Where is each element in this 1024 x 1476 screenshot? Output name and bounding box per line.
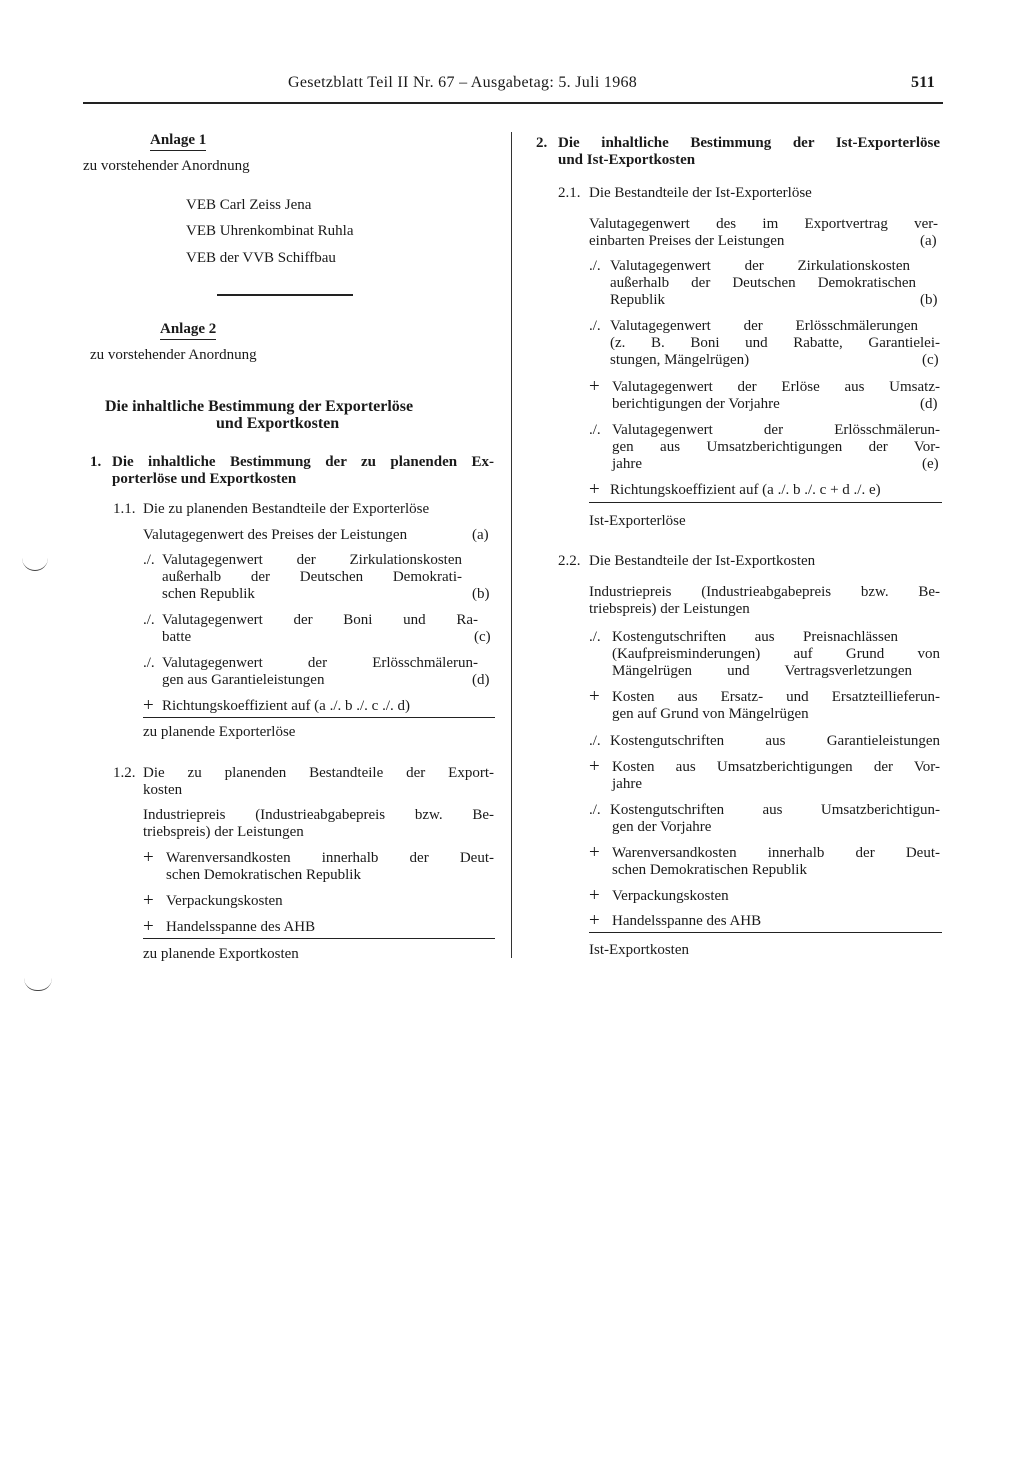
s21-item4-line1: Valutagegenwert der Erlösschmälerun- <box>612 422 940 438</box>
s22-item2-mark: + <box>589 686 600 707</box>
s12-item1-mark: + <box>143 847 154 868</box>
s22-item5-line2: gen der Vorjahre <box>612 819 712 835</box>
s12-base-line1: Industriepreis (Industrieabgabepreis bzw. Be- <box>143 807 494 823</box>
s22-total-rule <box>589 932 942 933</box>
page-number: 511 <box>911 74 936 91</box>
s21-item2-line1: Valutagegenwert der Erlösschmälerungen <box>610 318 918 334</box>
s11-item1-mark: ./. <box>143 552 155 568</box>
s22-item1-line1: Kostengutschriften aus Preisnachlässen <box>612 629 898 645</box>
s21-base-label: (a) <box>920 233 937 249</box>
s22-item1-line2: (Kaufpreisminderungen) auf Grund von <box>612 646 940 662</box>
page-header-title: Gesetzblatt Teil II Nr. 67 – Ausgabetag: 5. Juli 1968 <box>288 74 638 91</box>
s22-item8-mark: + <box>589 910 600 931</box>
s11-item2-label: (c) <box>474 629 491 645</box>
s22-item7-mark: + <box>589 885 600 906</box>
column-divider <box>511 132 512 958</box>
s11-base: Valutagegenwert des Preises der Leistungen <box>143 527 408 543</box>
s22-item3-line1: Kostengutschriften aus Garantieleistungen <box>610 733 940 749</box>
s21-item3-label: (d) <box>920 396 938 412</box>
s11-total-rule <box>143 717 495 718</box>
s22-item1-mark: ./. <box>589 629 601 645</box>
s11-result: zu planende Exporterlöse <box>143 724 296 740</box>
s22-base-line1: Industriepreis (Industrieabgabepreis bzw. Be- <box>589 584 940 600</box>
header-rule <box>83 102 943 104</box>
s21-title: Die Bestandteile der Ist-Exporterlöse <box>589 185 812 201</box>
s22-item2-line1: Kosten aus Ersatz- und Ersatzteillieferun- <box>612 689 940 705</box>
s11-item4-line1: Richtungskoeffizient auf (a ./. b ./. c ./. d) <box>162 698 410 714</box>
s22-item7-line1: Verpackungskosten <box>612 888 729 904</box>
s21-base-line2: einbarten Preises der Leistungen <box>589 233 785 249</box>
s11-item3-line1: Valutagegenwert der Erlösschmälerun- <box>162 655 478 671</box>
s22-item2-line2: gen auf Grund von Mängelrügen <box>612 706 809 722</box>
s21-result: Ist-Exporterlöse <box>589 513 686 529</box>
s21-item3-line1: Valutagegenwert der Erlöse aus Umsatz- <box>612 379 940 395</box>
s11-item3-line2: gen aus Garantieleistungen <box>162 672 325 688</box>
s22-item5-line1: Kostengutschriften aus Umsatzberichtigun- <box>610 802 940 818</box>
margin-scan-mark-bottom <box>24 978 52 991</box>
s11-item1-line3: schen Republik <box>162 586 255 602</box>
s22-title: Die Bestandteile der Ist-Exportkosten <box>589 553 816 569</box>
s11-item1-line1: Valutagegenwert der Zirkulationskosten <box>162 552 462 568</box>
s11-item2-mark: ./. <box>143 612 155 628</box>
s22-item4-line1: Kosten aus Umsatzberichtigungen der Vor- <box>612 759 940 775</box>
s12-item3-line1: Handelsspanne des AHB <box>166 919 316 935</box>
s21-item4-mark: ./. <box>589 422 601 438</box>
s11-item4-mark: + <box>143 695 154 716</box>
s22-item6-mark: + <box>589 842 600 863</box>
s12-title-line2: kosten <box>143 782 183 798</box>
s12-item1-line1: Warenversandkosten innerhalb der Deut- <box>166 850 494 866</box>
s22-item1-line3: Mängelrügen und Vertragsverletzungen <box>612 663 912 679</box>
s11-number: 1.1. <box>113 501 136 517</box>
anlage2-subtitle: zu vorstehender Anordnung <box>90 347 257 363</box>
s11-item1-line2: außerhalb der Deutschen Demokrati- <box>162 569 462 585</box>
s21-item1-label: (b) <box>920 292 938 308</box>
s11-item1-label: (b) <box>472 586 490 602</box>
section1-title-line2: porterlöse und Exportkosten <box>112 471 297 487</box>
s21-item1-line1: Valutagegenwert der Zirkulationskosten <box>610 258 910 274</box>
s11-item3-mark: ./. <box>143 655 155 671</box>
s12-title-line1: Die zu planenden Bestandteile der Export- <box>143 765 494 781</box>
s22-result: Ist-Exportkosten <box>589 942 689 958</box>
company-1: VEB Carl Zeiss Jena <box>186 197 312 213</box>
s12-item3-mark: + <box>143 916 154 937</box>
s21-item1-mark: ./. <box>589 258 601 274</box>
anlage-separator <box>217 294 353 296</box>
s21-item4-label: (e) <box>922 456 939 472</box>
anlage1-title: Anlage 1 <box>150 131 206 151</box>
section1-title-line1: Die inhaltliche Bestimmung der zu planenden Ex- <box>112 454 494 470</box>
s12-total-rule <box>143 938 495 939</box>
s21-item3-line2: berichtigungen der Vorjahre <box>612 396 780 412</box>
s11-item2-line1: Valutagegenwert der Boni und Ra- <box>162 612 478 628</box>
s21-number: 2.1. <box>558 185 581 201</box>
s21-total-rule <box>589 502 942 503</box>
s21-item4-line3: jahre <box>612 456 642 472</box>
s21-item5-line1: Richtungskoeffizient auf (a ./. b ./. c + d ./. e) <box>610 482 881 498</box>
main-heading-line2: und Exportkosten <box>216 415 340 432</box>
anlage1-subtitle: zu vorstehender Anordnung <box>83 158 250 174</box>
company-3: VEB der VVB Schiffbau <box>186 250 336 266</box>
section2-title-line2: und Ist-Exportkosten <box>558 152 696 168</box>
s11-title: Die zu planenden Bestandteile der Exporterlöse <box>143 501 430 517</box>
s12-result: zu planende Exportkosten <box>143 946 299 962</box>
s22-item6-line1: Warenversandkosten innerhalb der Deut- <box>612 845 940 861</box>
section2-number: 2. <box>536 135 548 151</box>
s21-base-line1: Valutagegenwert des im Exportvertrag ver- <box>589 216 938 232</box>
s21-item1-line2: außerhalb der Deutschen Demokratischen <box>610 275 916 291</box>
company-2: VEB Uhrenkombinat Ruhla <box>186 223 354 239</box>
s21-item2-line3: stungen, Mängelrügen) <box>610 352 750 368</box>
s22-base-line2: triebspreis) der Leistungen <box>589 601 750 617</box>
s22-item4-mark: + <box>589 756 600 777</box>
s21-item5-mark: + <box>589 479 600 500</box>
s21-item2-label: (c) <box>922 352 939 368</box>
s11-item2-line2: batte <box>162 629 192 645</box>
s12-number: 1.2. <box>113 765 136 781</box>
s12-base-line2: triebspreis) der Leistungen <box>143 824 304 840</box>
section2-title-line1: Die inhaltliche Bestimmung der Ist-Exporterlöse <box>558 135 940 151</box>
s21-item2-line2: (z. B. Boni und Rabatte, Garantielei- <box>610 335 940 351</box>
s22-number: 2.2. <box>558 553 581 569</box>
margin-scan-mark-top <box>22 556 48 571</box>
s21-item4-line2: gen aus Umsatzberichtigungen der Vor- <box>612 439 940 455</box>
main-heading-line1: Die inhaltliche Bestimmung der Exporterlöse <box>105 398 414 415</box>
s21-item2-mark: ./. <box>589 318 601 334</box>
s22-item6-line2: schen Demokratischen Republik <box>612 862 807 878</box>
s12-item1-line2: schen Demokratischen Republik <box>166 867 361 883</box>
s21-item1-line3: Republik <box>610 292 665 308</box>
s22-item5-mark: ./. <box>589 802 601 818</box>
s11-base-label: (a) <box>472 527 489 543</box>
anlage2-title: Anlage 2 <box>160 320 216 340</box>
s22-item8-line1: Handelsspanne des AHB <box>612 913 762 929</box>
s22-item4-line2: jahre <box>612 776 642 792</box>
s22-item3-mark: ./. <box>589 733 601 749</box>
s11-item3-label: (d) <box>472 672 490 688</box>
s12-item2-mark: + <box>143 890 154 911</box>
s21-item3-mark: + <box>589 376 600 397</box>
section1-number: 1. <box>90 454 102 470</box>
s12-item2-line1: Verpackungskosten <box>166 893 283 909</box>
